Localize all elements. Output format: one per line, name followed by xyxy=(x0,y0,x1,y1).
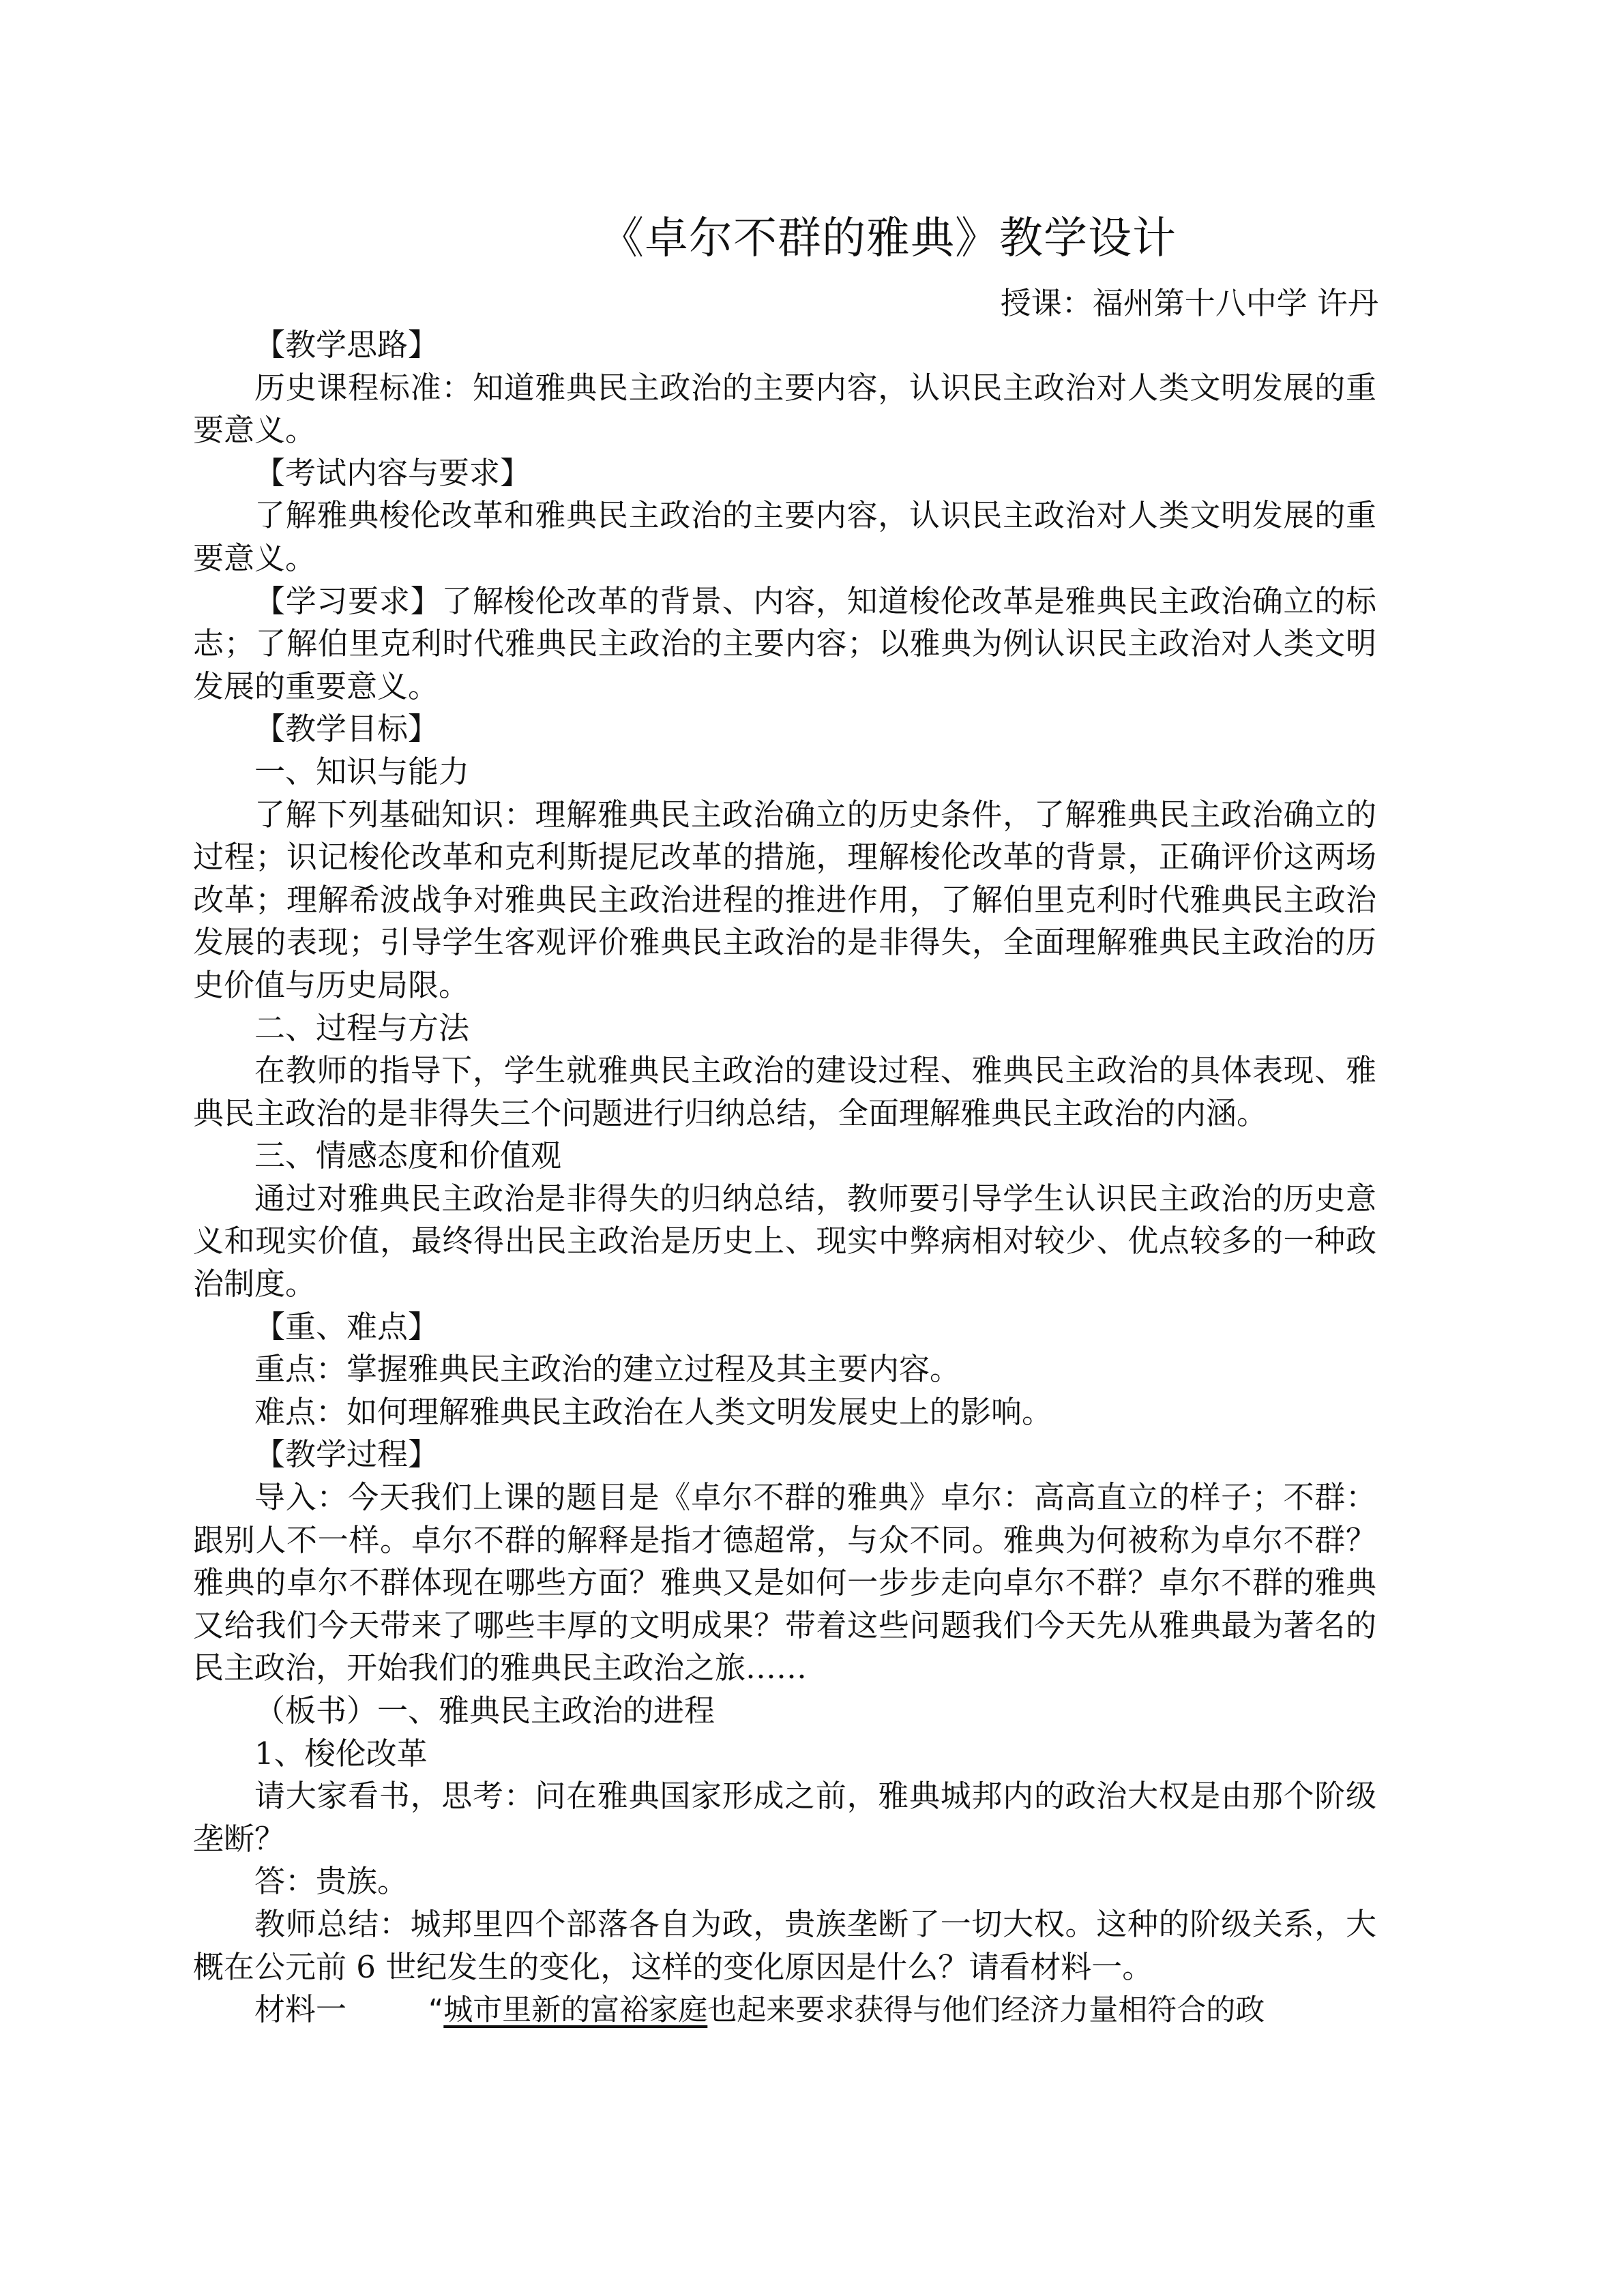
blackboard-heading: （板书）一、雅典民主政治的进程 xyxy=(254,1693,715,1729)
material-label: 材料一 xyxy=(254,1991,347,2028)
paragraph-key-point: 重点：掌握雅典民主政治的建立过程及其主要内容。 xyxy=(254,1351,961,1388)
material-underlined-text: 城市里新的富裕家庭 xyxy=(443,1993,708,2028)
subheading-knowledge-ability: 一、知识与能力 xyxy=(254,753,470,790)
material-open-quote: “ xyxy=(428,1993,444,2028)
section-heading-teaching-process: 【教学过程】 xyxy=(254,1436,439,1473)
paragraph-basic-knowledge: 了解下列基础知识：理解雅典民主政治确立的历史条件，了解雅典民主政治确立的过程；识记梭伦改革和克利斯提尼改革的措施，理解梭伦改革的背景，正确评价这两场改革；理解希波战争对雅典民主政治进程的推进作用，了解伯里克利时代雅典民主政治发展的表现；引导学生客观评价雅典民主政治的是非得失，全面理解雅典民主政治的历史价值与历史局限。 xyxy=(193,796,1376,1003)
subheading-emotion-values: 三、情感态度和价值观 xyxy=(254,1137,562,1174)
section-heading-teaching-idea: 【教学思路】 xyxy=(254,327,439,363)
paragraph-process-method: 在教师的指导下，学生就雅典民主政治的建设过程、雅典民主政治的具体表现、雅典民主政治的是非得失三个问题进行归纳总结，全面理解雅典民主政治的内涵。 xyxy=(193,1052,1376,1131)
document-title: 《卓尔不群的雅典》教学设计 xyxy=(600,213,1177,264)
paragraph-curriculum-standard: 历史课程标准：知道雅典民主政治的主要内容，认识民主政治对人类文明发展的重要意义。 xyxy=(193,369,1376,449)
subheading-process-method: 二、过程与方法 xyxy=(254,1009,470,1046)
material-text: 也起来要求获得与他们经济力量相符合的政 xyxy=(707,1993,1265,2028)
paragraph-learning-requirements: 【学习要求】了解梭伦改革的背景、内容，知道梭伦改革是雅典民主政治确立的标志；了解伯里克利时代雅典民主政治的主要内容；以雅典为例认识民主政治对人类文明发展的重要意义。 xyxy=(193,582,1376,704)
paragraph-exam-content: 了解雅典梭伦改革和雅典民主政治的主要内容，认识民主政治对人类文明发展的重要意义。 xyxy=(193,497,1376,576)
material-one-line xyxy=(193,1988,1376,2032)
document-author: 授课：福州第十八中学 许丹 xyxy=(1000,285,1378,321)
section-heading-exam-requirements: 【考试内容与要求】 xyxy=(254,454,531,491)
paragraph-introduction: 导入：今天我们上课的题目是《卓尔不群的雅典》卓尔：高高直立的样子；不群：跟别人不一样。卓尔不群的解释是指才德超常，与众不同。雅典为何被称为卓尔不群？雅典的卓尔不群体现在哪些方面？雅典又是如何一步步走向卓尔不群？卓尔不群的雅典又给我们今天带来了哪些丰厚的文明成果？带着这些问题我们今天先从雅典最为著名的民主政治，开始我们的雅典民主政治之旅…… xyxy=(193,1479,1376,1686)
paragraph-teacher-summary: 教师总结：城邦里四个部落各自为政，贵族垄断了一切大权。这种的阶级关系，大概在公元前 6 世纪发生的变化，这样的变化原因是什么？请看材料一。 xyxy=(193,1905,1376,1985)
paragraph-question: 请大家看书，思考：问在雅典国家形成之前，雅典城邦内的政治大权是由那个阶级垄断？ xyxy=(193,1778,1376,1857)
paragraph-difficult-point: 难点：如何理解雅典民主政治在人类文明发展史上的影响。 xyxy=(254,1393,1053,1430)
document-body xyxy=(193,324,1376,2032)
section-heading-key-points: 【重、难点】 xyxy=(254,1308,439,1345)
subheading-solon-reform: 1、梭伦改革 xyxy=(254,1735,428,1772)
section-heading-teaching-goals: 【教学目标】 xyxy=(254,711,439,747)
paragraph-answer: 答：贵族。 xyxy=(254,1863,409,1900)
paragraph-emotion-values: 通过对雅典民主政治是非得失的归纳总结，教师要引导学生认识民主政治的历史意义和现实价值，最终得出民主政治是历史上、现实中弊病相对较少、优点较多的一种政治制度。 xyxy=(193,1180,1376,1302)
